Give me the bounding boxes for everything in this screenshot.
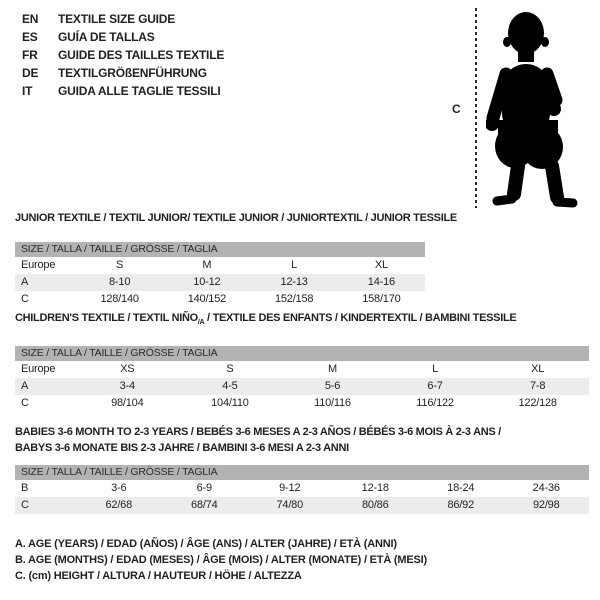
language-title: GUIDE DES TAILLES TEXTILE — [58, 48, 225, 62]
table-cell: S — [116, 259, 124, 271]
row-label: A — [21, 276, 29, 288]
table-cell: 7-8 — [530, 380, 546, 392]
toddler-silhouette-icon — [486, 8, 592, 210]
language-code: EN — [22, 12, 39, 26]
table-cell: 4-5 — [222, 380, 238, 392]
table-cell: 14-16 — [367, 276, 395, 288]
table-cell: 8-10 — [109, 276, 131, 288]
table-row — [15, 274, 425, 291]
row-label: Europe — [21, 259, 56, 271]
table-cell: 128/140 — [100, 293, 139, 305]
table-cell: 152/158 — [274, 293, 314, 305]
table-cell: 86/92 — [447, 499, 475, 511]
row-label: B — [21, 482, 29, 494]
table-row — [15, 378, 589, 395]
row-label: C — [21, 397, 29, 409]
table-cell: 116/122 — [416, 397, 454, 409]
table-cell: 158/170 — [362, 293, 401, 305]
language-title: TEXTILE SIZE GUIDE — [58, 12, 176, 26]
children-title-pre: CHILDREN'S TEXTILE / TEXTIL NIÑO — [15, 312, 198, 324]
babies-section-title-line2: BABYS 3-6 MONATE BIS 2-3 JAHRE / BAMBINI 3-6 MESI A 2-3 ANNI — [15, 442, 349, 454]
table-cell: L — [432, 363, 439, 375]
table-row — [15, 291, 425, 308]
row-label: C — [21, 293, 29, 305]
height-dashed-line — [475, 8, 477, 208]
language-code: DE — [22, 66, 39, 80]
language-title: TEXTILGRÖßENFÜHRUNG — [58, 66, 207, 80]
children-section-title — [15, 312, 516, 326]
table-cell: XS — [120, 363, 135, 375]
table-cell: 80/86 — [361, 499, 389, 511]
babies-section-title-line1: BABIES 3-6 MONTH TO 2-3 YEARS / BEBÉS 3-6 MESES A 2-3 AÑOS / BÉBÉS 3-6 MOIS À 2-3 ANS / — [15, 426, 501, 438]
language-code: ES — [22, 30, 38, 44]
language-title-list — [22, 10, 224, 100]
table-cell: 6-7 — [427, 380, 443, 392]
table-cell: 98/104 — [111, 397, 144, 409]
table-cell: XL — [374, 259, 388, 271]
height-measure-label: C — [452, 102, 461, 116]
row-label: A — [21, 380, 29, 392]
table-cell: 9-12 — [279, 482, 301, 494]
table-cell: 12-18 — [361, 482, 389, 494]
table-cell: 68/74 — [190, 499, 218, 511]
table-cell: S — [226, 363, 234, 375]
table-row — [15, 497, 589, 514]
table-cell: 140/152 — [187, 293, 227, 305]
table-cell: 92/98 — [532, 499, 560, 511]
table-cell: M — [328, 363, 337, 375]
table-cell: 5-6 — [324, 380, 341, 392]
junior-size-table — [15, 242, 425, 308]
table-row — [15, 361, 589, 378]
table-row — [15, 257, 425, 274]
children-title-subscript: /A — [197, 319, 205, 327]
table-cell: L — [291, 259, 298, 271]
size-header-bar: SIZE / TALLA / TAILLE / GRÖSSE / TAGLIA — [15, 346, 589, 361]
row-label: C — [21, 499, 29, 511]
children-size-table — [15, 346, 589, 412]
children-title-post: / TEXTILE DES ENFANTS / KINDERTEXTIL / BAMBINI TESSILE — [204, 312, 517, 324]
table-row — [15, 395, 589, 412]
table-cell: 3-6 — [111, 482, 127, 494]
table-cell: 12-13 — [280, 276, 308, 288]
language-title: GUÍA DE TALLAS — [58, 30, 155, 44]
table-cell: 74/80 — [276, 499, 304, 511]
language-row-es — [22, 28, 224, 46]
language-row-it — [22, 82, 224, 100]
table-cell: 18-24 — [447, 482, 475, 494]
table-cell: M — [202, 259, 212, 271]
language-title: GUIDA ALLE TAGLIE TESSILI — [58, 84, 221, 98]
table-cell: 24-36 — [532, 482, 560, 494]
table-cell: 110/116 — [314, 397, 351, 409]
language-row-de — [22, 64, 224, 82]
table-cell: XL — [531, 363, 545, 375]
table-cell: 3-4 — [119, 380, 135, 392]
language-code: FR — [22, 48, 38, 62]
babies-size-table — [15, 465, 589, 514]
language-row-en — [22, 10, 224, 28]
size-header-bar: SIZE / TALLA / TAILLE / GRÖSSE / TAGLIA — [15, 242, 425, 257]
table-cell: 104/110 — [211, 397, 249, 409]
footnote-age-years: A. AGE (YEARS) / EDAD (AÑOS) / ÂGE (ANS) / ALTER (JAHRE) / ETÀ (ANNI) — [15, 538, 397, 550]
footnotes — [15, 536, 427, 584]
footnote-height-cm: C. (cm) HEIGHT / ALTURA / HAUTEUR / HÖHE / ALTEZZA — [15, 570, 302, 582]
size-header-bar: SIZE / TALLA / TAILLE / GRÖSSE / TAGLIA — [15, 465, 589, 480]
row-label: Europe — [21, 363, 56, 375]
table-cell: 62/68 — [105, 499, 133, 511]
footnote-age-months: B. AGE (MONTHS) / EDAD (MESES) / ÂGE (MOIS) / ALTER (MONATE) / ETÀ (MESI) — [15, 554, 427, 566]
language-code: IT — [22, 84, 33, 98]
table-row — [15, 480, 589, 497]
table-cell: 6-9 — [196, 482, 212, 494]
junior-section-title: JUNIOR TEXTILE / TEXTIL JUNIOR/ TEXTILE JUNIOR / JUNIORTEXTIL / JUNIOR TESSILE — [15, 212, 457, 224]
table-cell: 10-12 — [193, 276, 221, 288]
language-row-fr — [22, 46, 224, 64]
table-cell: 122/128 — [518, 397, 557, 409]
